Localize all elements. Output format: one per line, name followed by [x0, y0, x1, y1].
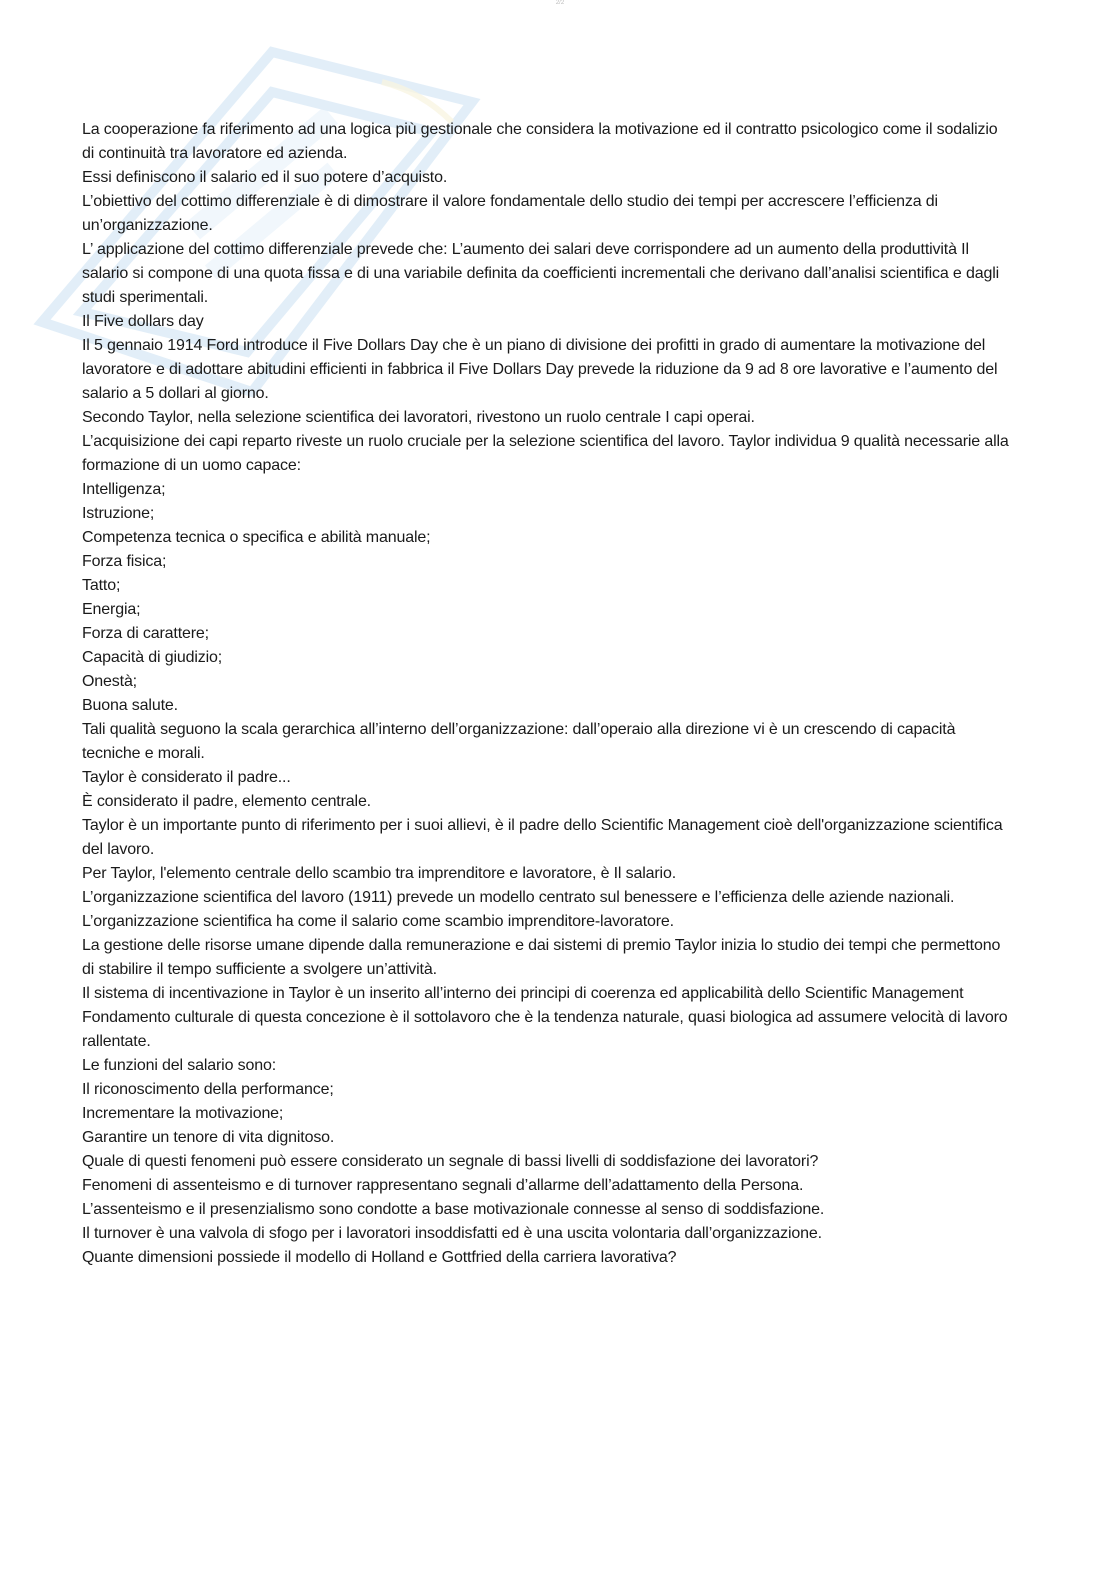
paragraph: È considerato il padre, elemento centrale. [82, 793, 371, 810]
list-item: Buona salute. [82, 697, 178, 714]
list-item: Capacità di giudizio; [82, 649, 223, 666]
paragraph: Taylor è un importante punto di riferimento per i suoi allievi, è il padre dello Scientific Management cioè dell'organizzazione scientifica del lavoro. [82, 817, 1003, 858]
list-item: Tatto; [82, 577, 121, 594]
paragraph: Il turnover è una valvola di sfogo per i lavoratori insoddisfatti ed è una uscita volontaria dall’organizzazione. [82, 1225, 822, 1242]
paragraph: La cooperazione fa riferimento ad una logica più gestionale che considera la motivazione ed il contratto psicologico come il sodalizio di continuità tra lavoratore ed azienda. [82, 121, 998, 162]
paragraph: Fenomeni di assenteismo e di turnover rappresentano segnali d’allarme dell’adattamento della Persona. [82, 1177, 804, 1194]
list-item: Competenza tecnica o specifica e abilità manuale; [82, 529, 431, 546]
paragraph: Tali qualità seguono la scala gerarchica all’interno dell’organizzazione: dall’operaio alla direzione vi è un crescendo di capacità tecniche e morali. [82, 721, 956, 762]
document-body [82, 118, 1012, 1270]
paragraph: Per Taylor, l'elemento centrale dello scambio tra imprenditore e lavoratore, è Il salario. [82, 865, 677, 882]
list-item: Intelligenza; [82, 481, 166, 498]
paragraph: Essi definiscono il salario ed il suo potere d’acquisto. [82, 169, 448, 186]
list-item: Energia; [82, 601, 141, 618]
paragraph: Quale di questi fenomeni può essere considerato un segnale di bassi livelli di soddisfazione dei lavoratori? [82, 1153, 819, 1170]
paragraph: Il 5 gennaio 1914 Ford introduce il Five Dollars Day che è un piano di divisione dei profitti in grado di aumentare la motivazione del lavoratore e di adottare abitudini efficienti in fabbrica il Five Dollars Day prevede la riduzione da 9 ad 8 ore lavorative e l’aumento del salario a 5 dollari al giorno. [82, 337, 998, 402]
paragraph: L’obiettivo del cottimo differenziale è di dimostrare il valore fondamentale dello studio dei tempi per accrescere l’efficienza di un’organizzazione. [82, 193, 938, 234]
paragraph: L’organizzazione scientifica ha come il salario come scambio imprenditore-lavoratore. [82, 913, 674, 930]
paragraph: Taylor è considerato il padre... [82, 769, 291, 786]
list-item: Forza fisica; [82, 553, 167, 570]
page-number: 2/2 [555, 0, 565, 6]
paragraph: Quante dimensioni possiede il modello di Holland e Gottfried della carriera lavorativa? [82, 1249, 677, 1266]
list-item: Forza di carattere; [82, 625, 209, 642]
paragraph: L’acquisizione dei capi reparto riveste un ruolo cruciale per la selezione scientifica del lavoro. Taylor individua 9 qualità necessarie alla formazione di un uomo capace: [82, 433, 1009, 474]
paragraph: La gestione delle risorse umane dipende dalla remunerazione e dai sistemi di premio Taylor inizia lo studio dei tempi che permettono di stabilire il tempo sufficiente a svolgere un’attività. [82, 937, 1001, 978]
list-item: Incrementare la motivazione; [82, 1105, 284, 1122]
paragraph: L’ applicazione del cottimo differenziale prevede che: L’aumento dei salari deve corrispondere ad un aumento della produttività Il salario si compone di una quota fissa e di una variabile definita da coefficienti incrementali che derivano dall’analisi scientifica e dagli studi sperimentali. [82, 241, 1000, 306]
list-item: Garantire un tenore di vita dignitoso. [82, 1129, 335, 1146]
list-item: Istruzione; [82, 505, 155, 522]
paragraph: L’assenteismo e il presenzialismo sono condotte a base motivazionale connesse al senso di soddisfazione. [82, 1201, 825, 1218]
paragraph: L’organizzazione scientifica del lavoro (1911) prevede un modello centrato sul benessere e l’efficienza delle aziende nazionali. [82, 889, 955, 906]
section-heading: Il Five dollars day [82, 313, 204, 330]
paragraph: Le funzioni del salario sono: [82, 1057, 277, 1074]
paragraph: Il sistema di incentivazione in Taylor è un inserito all’interno dei principi di coerenza ed applicabilità dello Scientific Management Fondamento culturale di questa concezione è il sottolavoro che è la tendenza naturale, quasi biologica ad assumere velocità di lavoro rallentate. [82, 985, 1008, 1050]
paragraph: Secondo Taylor, nella selezione scientifica dei lavoratori, rivestono un ruolo centrale I capi operai. [82, 409, 755, 426]
list-item: Il riconoscimento della performance; [82, 1081, 334, 1098]
list-item: Onestà; [82, 673, 137, 690]
